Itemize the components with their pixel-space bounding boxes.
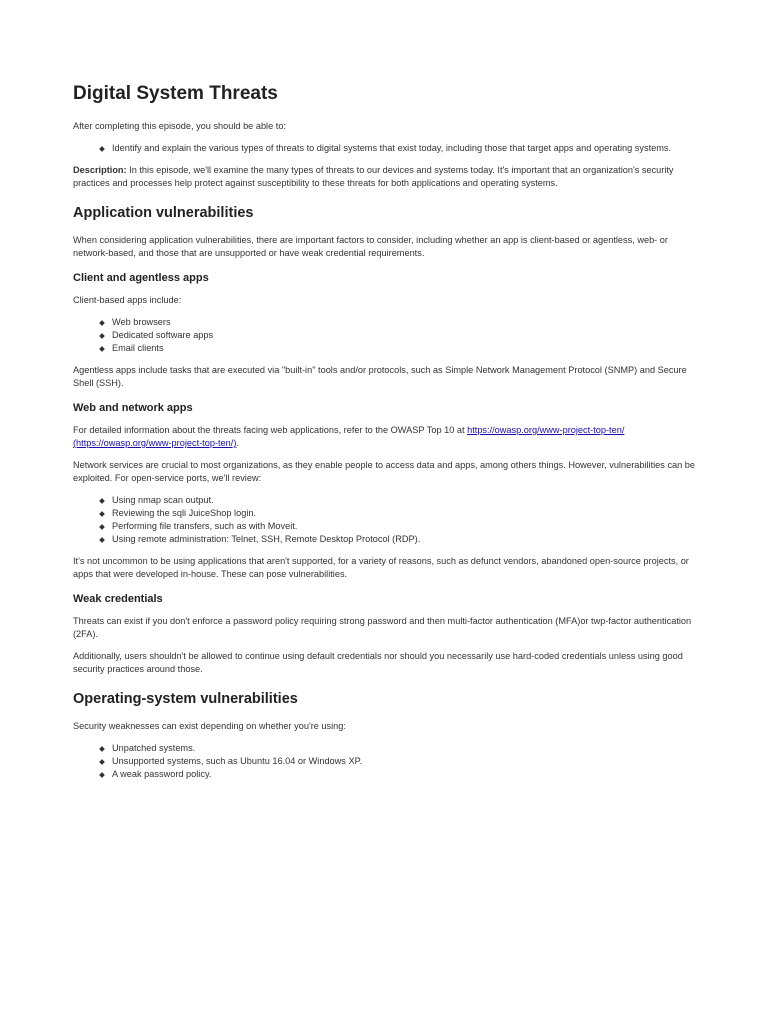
intro-text: After completing this episode, you should be able to:: [73, 121, 286, 131]
subheading-web-network: Web and network apps: [73, 402, 193, 414]
owasp-text: For detailed information about the threats facing web applications, refer to the OWASP Top 10 at: [73, 425, 468, 435]
open-ports-list: [73, 494, 703, 546]
list-item: Performing file transfers, such as with Moveit.: [111, 520, 703, 533]
owasp-link[interactable]: https://owasp.org/www-project-top-ten/: [467, 425, 625, 435]
list-item: Email clients: [111, 342, 703, 355]
list-item: Web browsers: [111, 316, 703, 329]
objectives-list: [73, 142, 703, 155]
os-vuln-intro: Security weaknesses can exist depending on whether you're using:: [73, 721, 346, 731]
client-apps-intro: Client-based apps include:: [73, 295, 182, 305]
network-services-text: Network services are crucial to most organizations, as they enable people to access data and apps, among others things. However, vulnerabilities can be exploited. For open-service ports, we'll review:: [73, 460, 696, 483]
app-vuln-text: When considering application vulnerabilities, there are important factors to consider, including whether an app is client-based or agentless, web- or network-based, and those that are unsupported or have weak credential requirements.: [73, 235, 668, 258]
weak-creds-text-1: Threats can exist if you don't enforce a password policy requiring strong password and then multi-factor authentication (MFA)or twp-factor authentication (2FA).: [73, 616, 692, 639]
list-item: Unpatched systems.: [111, 742, 703, 755]
list-item: Reviewing the sqli JuiceShop login.: [111, 507, 703, 520]
agentless-text: Agentless apps include tasks that are executed via "built-in" tools and/or protocols, such as Simple Network Management Protocol (SNMP) and Secure Shell (SSH).: [73, 365, 687, 388]
list-item: Dedicated software apps: [111, 329, 703, 342]
section-heading-os-vulnerabilities: Operating-system vulnerabilities: [73, 691, 298, 707]
unsupported-apps-text: It's not uncommon to be using applications that aren't supported, for a variety of reasons, such as defunct vendors, abandoned open-source projects, or apps that were developed in-house. These can pose vulnerabilities.: [73, 556, 689, 579]
description-label: Description:: [73, 165, 127, 175]
list-item: Identify and explain the various types of threats to digital systems that exist today, including those that target apps and operating systems.: [111, 142, 703, 155]
weak-creds-text-2: Additionally, users shouldn't be allowed to continue using default credentials nor should you necessarily use hard-coded credentials unless using good security practices around those.: [73, 651, 683, 674]
description-text: In this episode, we'll examine the many types of threats to our devices and systems today. It's important that an organization's security practices and processes help protect against susceptibility to these threats for both applications and operating systems.: [73, 165, 674, 188]
subheading-client-agentless: Client and agentless apps: [73, 272, 209, 284]
os-vuln-list: [73, 742, 703, 781]
owasp-text-end: .: [236, 438, 239, 448]
subheading-weak-credentials: Weak credentials: [73, 593, 163, 605]
section-heading-application-vulnerabilities: Application vulnerabilities: [73, 205, 254, 221]
client-apps-list: [73, 316, 703, 355]
document-content: [73, 82, 703, 790]
list-item: Using nmap scan output.: [111, 494, 703, 507]
list-item: Unsupported systems, such as Ubuntu 16.04 or Windows XP.: [111, 755, 703, 768]
page-title: Digital System Threats: [73, 83, 278, 104]
owasp-link-url[interactable]: (https://owasp.org/www-project-top-ten/): [73, 438, 237, 448]
description-paragraph: [73, 164, 703, 190]
owasp-paragraph: [73, 424, 703, 450]
list-item: Using remote administration: Telnet, SSH, Remote Desktop Protocol (RDP).: [111, 533, 703, 546]
list-item: A weak password policy.: [111, 768, 703, 781]
